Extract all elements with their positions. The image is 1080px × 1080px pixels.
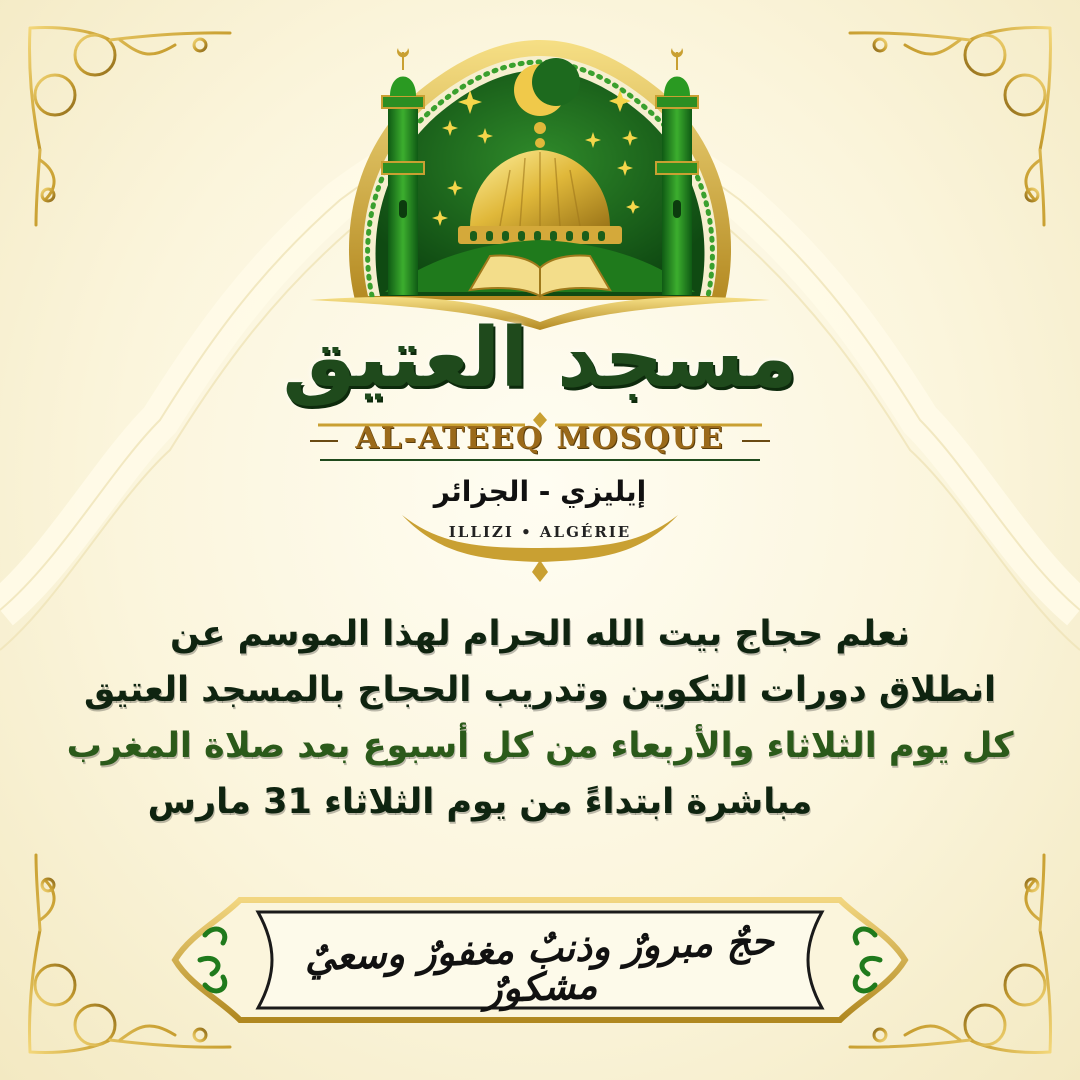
mosque-name-english: AL-ATEEQ MOSQUE bbox=[355, 421, 725, 456]
location-arabic: إيليزي - الجزائر bbox=[433, 475, 647, 508]
announcement-line-2: انطلاق دورات التكوين وتدريب الحجاج بالمسجد العتيق bbox=[84, 670, 996, 710]
announcement-line-4: مباشرة ابتداءً من يوم الثلاثاء 31 مارس bbox=[147, 782, 813, 822]
hajj-blessing-calligraphy: حجٌ مبرورٌ وذنبٌ مغفورٌ وسعيٌ مشكورٌ bbox=[303, 917, 775, 1011]
mosque-name-arabic: مسجد العتيق bbox=[282, 311, 798, 406]
announcement-line-1: نعلم حجاج بيت الله الحرام لهذا الموسم عن bbox=[170, 614, 910, 654]
location-english: ILLIZI • ALGÉRIE bbox=[448, 523, 632, 541]
announcement-line-3: كل يوم الثلاثاء والأربعاء من كل أسبوع بعد صلاة المغرب bbox=[66, 726, 1014, 766]
